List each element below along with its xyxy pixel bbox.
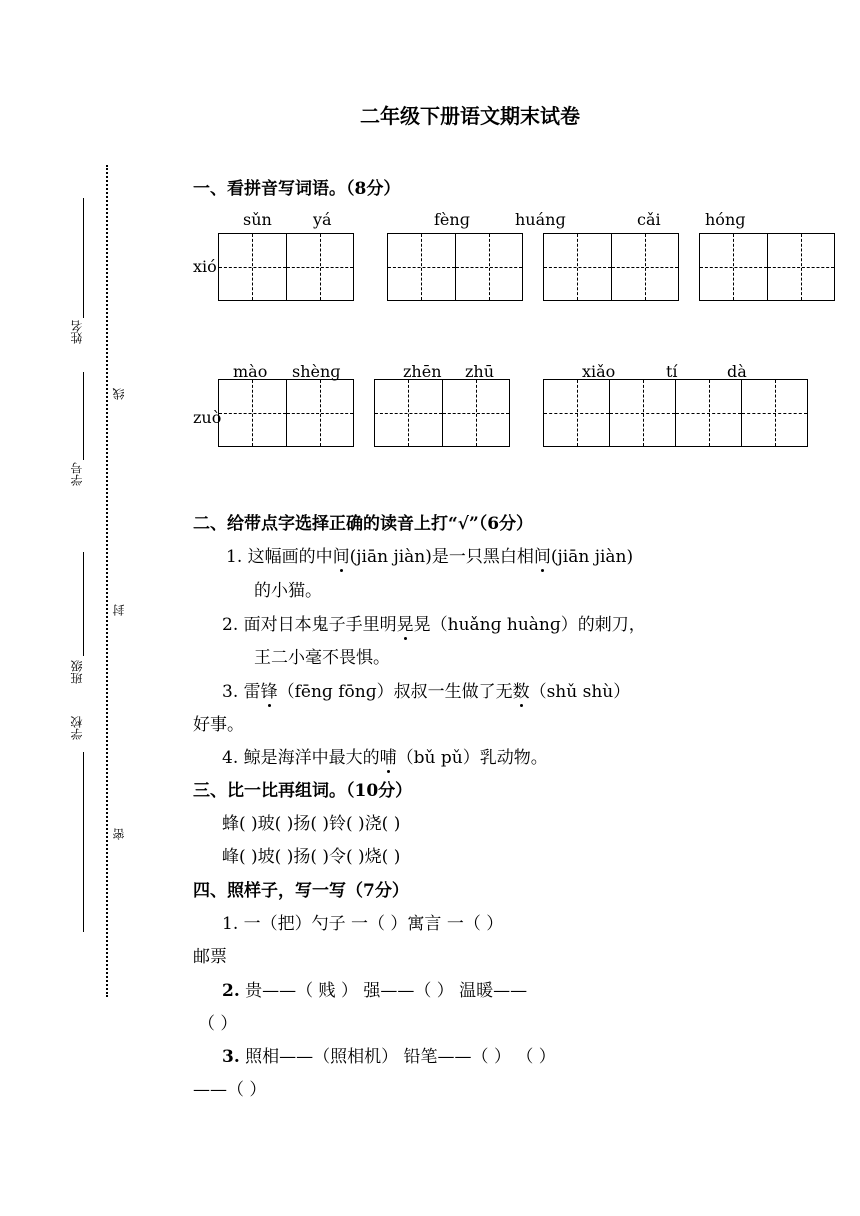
school-label: 学校 <box>70 716 84 740</box>
pinyin-zhen: zhēn <box>403 362 442 381</box>
name-underline <box>83 198 84 318</box>
writing-grid[interactable] <box>218 379 354 447</box>
writing-grid[interactable] <box>543 233 679 301</box>
seal-feng: 封 <box>112 604 126 616</box>
word-compare-row-1: 蜂( )玻( )扬( )铃( )浇( ) <box>222 814 401 834</box>
word-compare-row-2: 峰( )坡( )扬( )令( )烧( ) <box>222 847 401 867</box>
row1-left-fragment: xió <box>193 257 217 276</box>
question-4-3-cont: ——（ ） <box>193 1080 267 1100</box>
pinyin-xiao: xiǎo <box>582 362 616 381</box>
binding-dotted-line <box>106 165 108 997</box>
question-4-1: 1. 一（把）勺子 一（ ）寓言 一（ ） <box>222 914 504 934</box>
pinyin-hong: hónɡ <box>705 210 746 229</box>
pinyin-cai: cǎi <box>637 210 661 229</box>
number-label: 学号 <box>70 462 84 486</box>
pinyin-zhu: zhū <box>465 362 495 381</box>
name-label: 姓名 <box>70 320 84 344</box>
section3-heading: 三、比一比再组词。（10分） <box>193 781 413 801</box>
writing-grid[interactable] <box>218 233 354 301</box>
class-underline <box>83 552 84 656</box>
question-4-3: 3. 照相——（照相机） 铅笔——（ ） （ ） <box>222 1047 556 1067</box>
writing-grid[interactable] <box>387 233 523 301</box>
section2-heading: 二、给带点字选择正确的读音上打“√”（6分） <box>193 514 534 534</box>
class-label: 班级 <box>70 660 84 684</box>
question-2-2-cont: 王二小毫不畏惧。 <box>254 648 390 668</box>
writing-grid[interactable] <box>699 233 835 301</box>
number-underline <box>83 372 84 460</box>
pinyin-mao: mào <box>233 362 268 381</box>
page-title: 二年级下册语文期末试卷 <box>360 104 580 128</box>
writing-grid[interactable] <box>543 379 808 447</box>
pinyin-feng: fènɡ <box>434 210 470 229</box>
question-2-3-cont: 好事。 <box>193 715 244 735</box>
pinyin-sun: sǔn <box>243 210 272 229</box>
section4-heading: 四、照样子，写一写（7分） <box>193 881 409 901</box>
row2-left-fragment: zuò <box>193 408 222 427</box>
question-4-2-cont: （ ） <box>198 1014 238 1034</box>
pinyin-ya: yá <box>313 210 332 229</box>
question-2-3: 3. 雷锋（fēnɡ fōnɡ）叔叔一生做了无数（shǔ shù） <box>222 677 630 702</box>
question-2-1-cont: 的小猫。 <box>254 581 322 601</box>
seal-xian: 线 <box>112 388 126 400</box>
question-4-2: 2. 贵——（ 贱 ） 强——（ ） 温暖—— <box>222 981 528 1001</box>
section1-heading: 一、看拼音写词语。（8分） <box>193 179 401 199</box>
school-underline <box>83 752 84 932</box>
pinyin-sheng: shènɡ <box>292 362 341 381</box>
seal-mi: 密 <box>112 828 126 840</box>
question-2-2: 2. 面对日本鬼子手里明晃晃（huǎnɡ huànɡ）的刺刀， <box>222 610 646 635</box>
pinyin-ti: tí <box>666 362 678 381</box>
pinyin-da: dà <box>727 362 747 381</box>
question-4-1-cont: 邮票 <box>193 947 227 967</box>
writing-grid[interactable] <box>374 379 510 447</box>
question-2-1: 1. 这幅画的中间(jiān jiàn)是一只黑白相间(jiān jiàn) <box>226 542 633 567</box>
question-2-4: 4. 鲸是海洋中最大的哺（bǔ pǔ）乳动物。 <box>222 743 548 768</box>
pinyin-huang: huánɡ <box>515 210 566 229</box>
